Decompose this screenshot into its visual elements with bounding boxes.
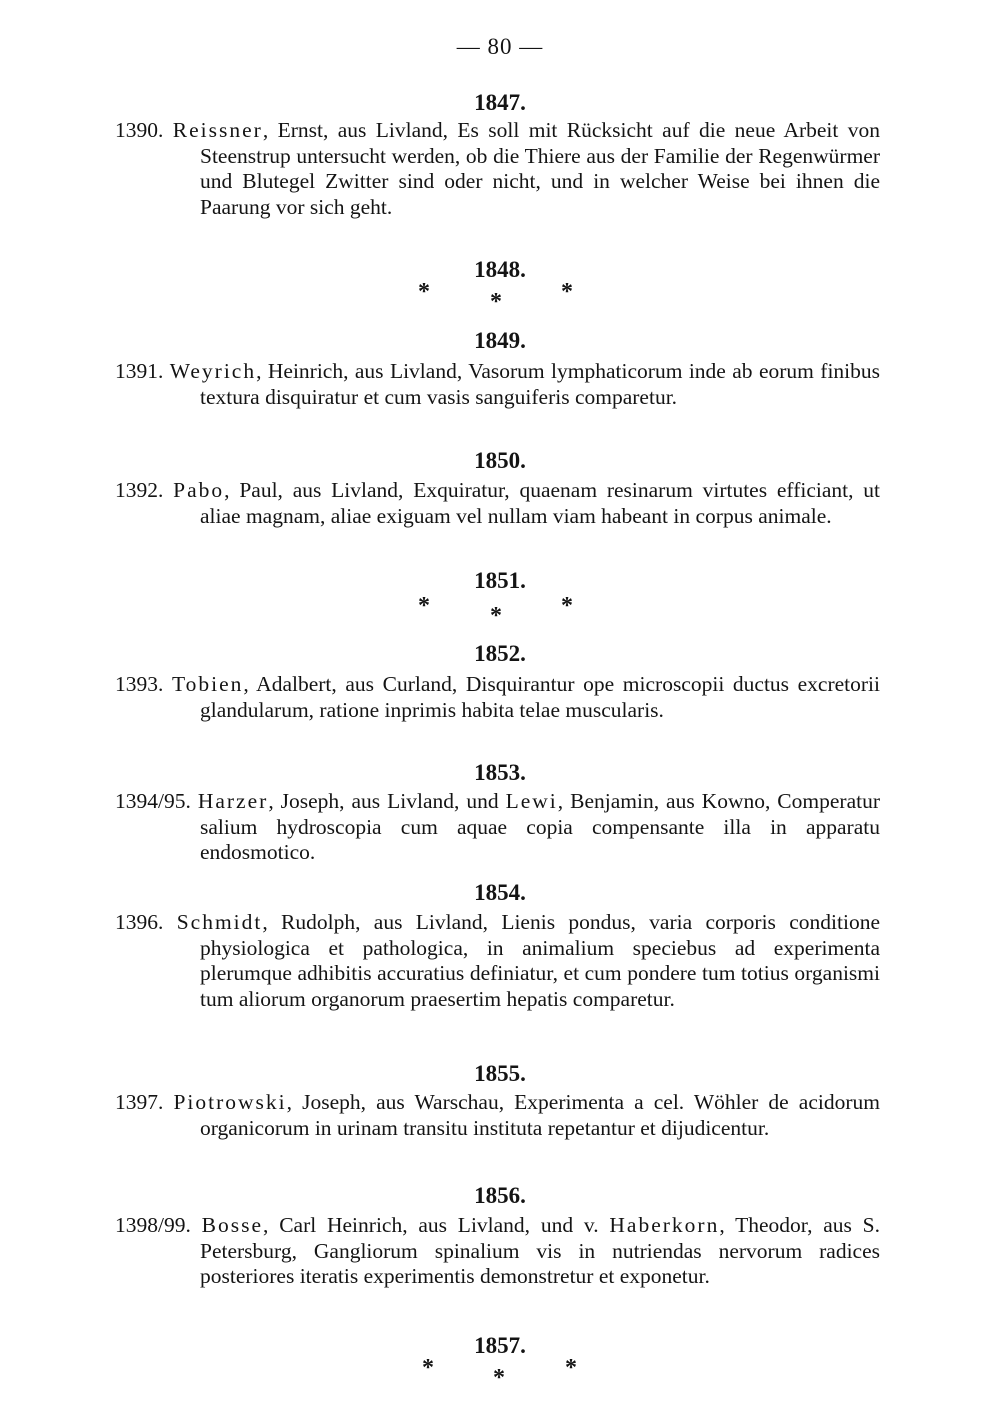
entry-text: , Joseph, aus Warschau, Experimenta a cel. Wöhler de acidorum organicorum in urinam transitu instituta repetantur et dijudicentur. xyxy=(200,1090,881,1140)
entry-text: , Paul, aus Livland, Exquiratur, quaenam resinarum virtutes efficiant, ut aliae magnam, aliae exiguam vel nullam viam habeant in corpus animale. xyxy=(200,478,880,528)
asterisk: * xyxy=(493,1365,505,1391)
year-heading: 1853. xyxy=(474,760,526,785)
entry-number: 1396. xyxy=(115,910,164,934)
entry-text: , Ernst, aus Livland, Es soll mit Rücksicht auf die neue Arbeit von Steenstrup untersucht werden, ob die Thiere aus der Familie der Regenwürmer und Blutegel Zwitter sind oder nicht, und in welcher Weise bei ihnen die Paarung vor sich geht. xyxy=(200,118,880,219)
entry-text-continued: , Benjamin, aus Kowno, Comperatur salium hydroscopia cum aquae copia compensante illa in apparatu endosmotico. xyxy=(200,789,880,865)
asterisk: * xyxy=(561,279,573,305)
year-heading: 1850. xyxy=(474,448,526,473)
author-surname: Weyrich xyxy=(169,359,257,383)
asterism xyxy=(0,280,1000,320)
entry-text-continued: , Theodor, aus S. Petersburg, Gangliorum spinalium vis in nutriendas nervorum radices posteriores iteratis experimentis demonstretur et exponetur. xyxy=(200,1213,881,1289)
author-surname: Schmidt xyxy=(176,910,263,934)
year-heading: 1857. xyxy=(474,1333,526,1358)
author-surname: Tobien xyxy=(171,672,244,696)
dissertation-entry xyxy=(115,478,880,529)
entry-text: , Rudolph, aus Livland, Lienis pondus, varia corporis conditione physiologica et pathologica, in animalium speciebus ad experimenta plerumque adhibitis accuratius definiatur, et cum pondere tum totius organismi tum aliorum organorum praesertim hepatis comparetur. xyxy=(200,910,880,1011)
asterisk: * xyxy=(490,603,502,629)
year-heading: 1847. xyxy=(474,90,526,115)
entry-number: 1394/95. xyxy=(115,789,191,813)
year-heading: 1848. xyxy=(474,257,526,282)
co-author-surname: Lewi xyxy=(505,789,558,813)
author-surname: Harzer xyxy=(197,789,269,813)
dissertation-entry xyxy=(115,789,880,866)
co-author-surname: Haberkorn xyxy=(609,1213,720,1237)
entry-number: 1398/99. xyxy=(115,1213,191,1237)
author-surname: Pabo xyxy=(173,478,225,502)
dissertation-entry xyxy=(115,359,880,410)
asterism xyxy=(0,594,1000,634)
entry-text: , Heinrich, aus Livland, Vasorum lymphaticorum inde ab eorum finibus textura disquiratur et cum vasis sanguiferis comparetur. xyxy=(200,359,881,409)
asterisk: * xyxy=(418,279,430,305)
year-heading: 1851. xyxy=(474,568,526,593)
asterism xyxy=(0,1356,1000,1396)
entry-number: 1390. xyxy=(115,118,164,142)
dissertation-entry xyxy=(115,1090,880,1141)
author-surname: Reissner xyxy=(172,118,263,142)
year-heading: 1849. xyxy=(474,328,526,353)
entry-number: 1392. xyxy=(115,478,164,502)
year-heading: 1855. xyxy=(474,1061,526,1086)
entry-number: 1391. xyxy=(115,359,164,383)
author-surname: Piotrowski xyxy=(173,1090,287,1114)
page-number: — 80 — xyxy=(456,34,544,59)
asterisk: * xyxy=(418,593,430,619)
entry-text: , Joseph, aus Livland, und xyxy=(268,789,506,813)
entry-text: , Carl Heinrich, aus Livland, und v. xyxy=(263,1213,610,1237)
entry-number: 1393. xyxy=(115,672,164,696)
dissertation-entry xyxy=(115,672,880,723)
author-surname: Bosse xyxy=(201,1213,264,1237)
asterisk: * xyxy=(490,289,502,315)
year-heading: 1854. xyxy=(474,880,526,905)
dissertation-entry xyxy=(115,910,880,1012)
dissertation-entry xyxy=(115,118,880,220)
dissertation-entry xyxy=(115,1213,880,1290)
asterisk: * xyxy=(422,1355,434,1381)
entry-number: 1397. xyxy=(115,1090,164,1114)
year-heading: 1852. xyxy=(474,641,526,666)
entry-text: , Adalbert, aus Curland, Disquirantur ope microscopii ductus excretorii glandularum, ratione inprimis habita telae muscularis. xyxy=(200,672,881,722)
year-heading: 1856. xyxy=(474,1183,526,1208)
asterisk: * xyxy=(561,593,573,619)
asterisk: * xyxy=(565,1355,577,1381)
